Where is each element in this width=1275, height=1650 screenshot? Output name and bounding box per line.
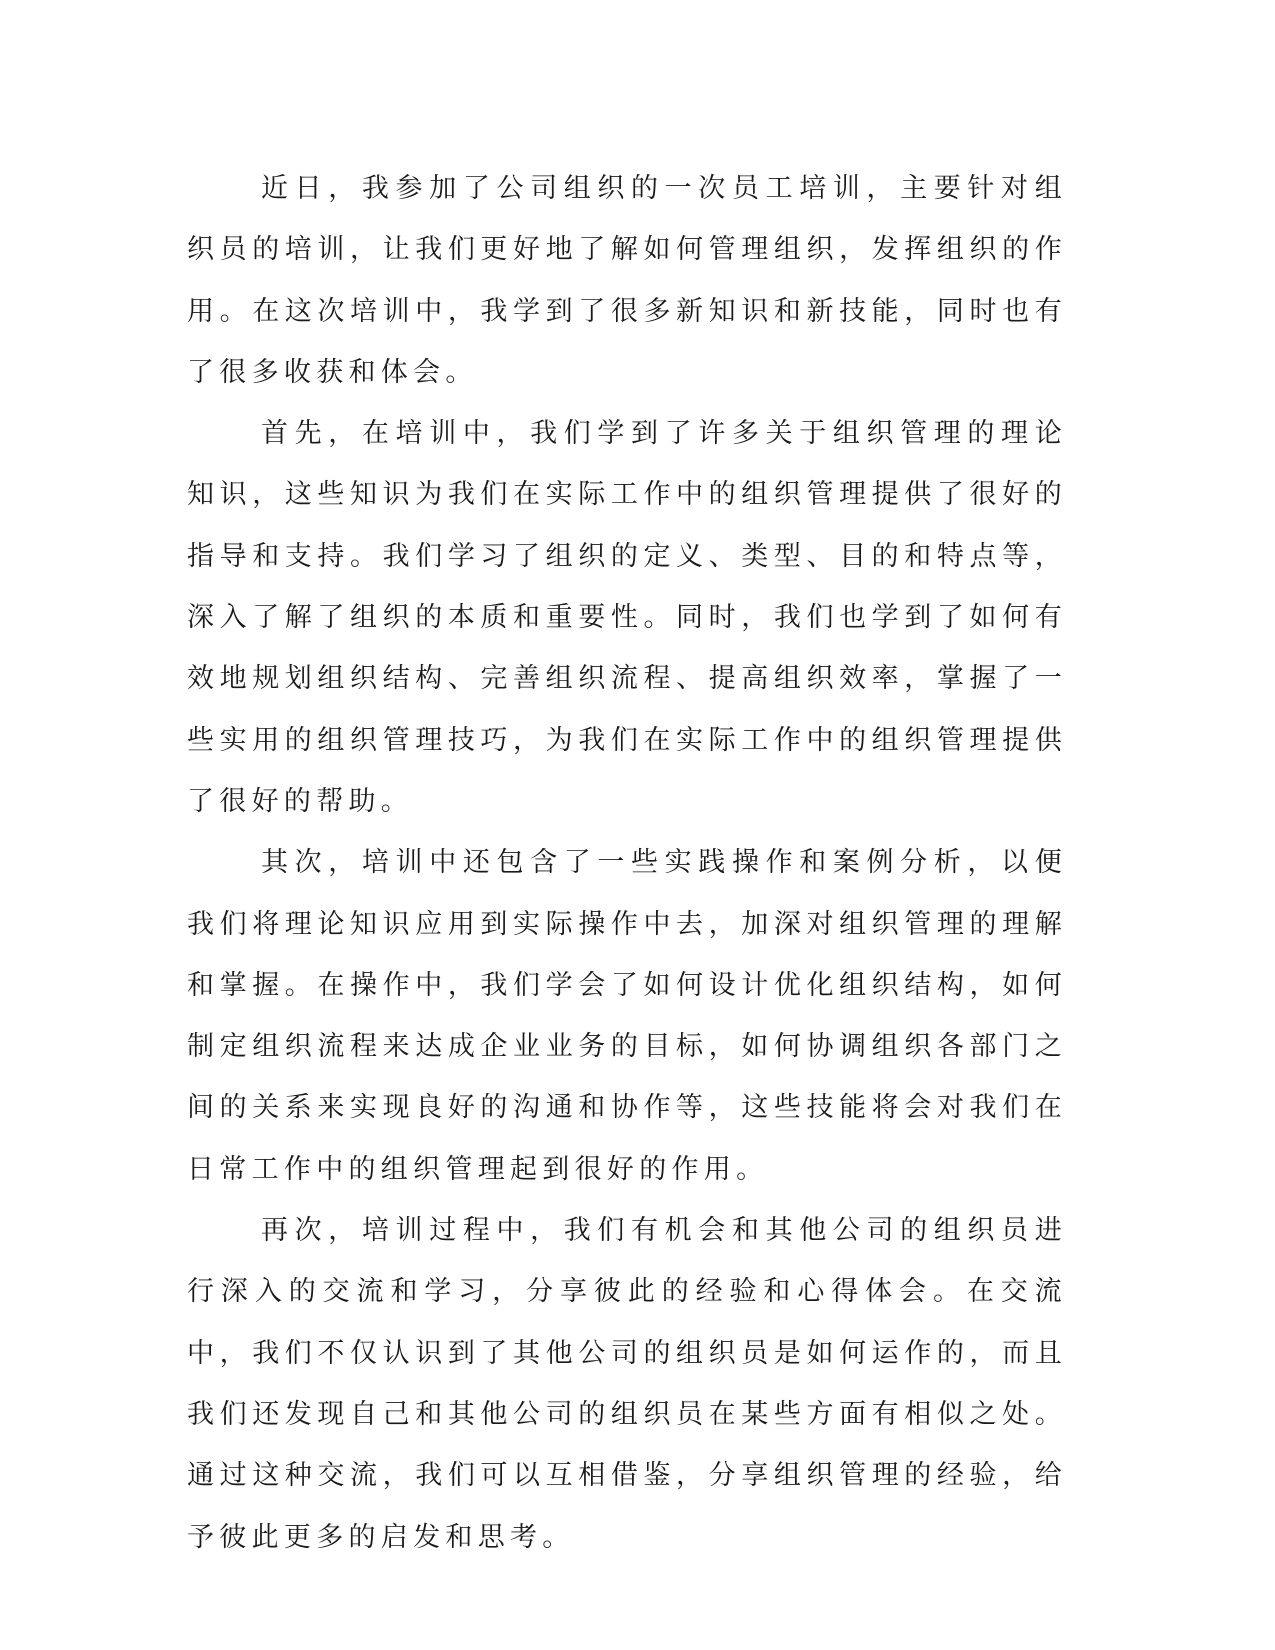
paragraph-2: 首先，在培训中，我们学到了许多关于组织管理的理论知识，这些知识为我们在实际工作中的组织管理提供了很好的指导和支持。我们学习了组织的定义、类型、目的和特点等，深入了解了组织的本质和重要性。同时，我们也学到了如何有效地规划组织结构、完善组织流程、提高组织效率，掌握了一些实用的组织管理技巧，为我们在实际工作中的组织管理提供了很好的帮助。 bbox=[187, 418, 1067, 817]
paragraph-1: 近日，我参加了公司组织的一次员工培训，主要针对组织员的培训，让我们更好地了解如何管理组织，发挥组织的作用。在这次培训中，我学到了很多新知识和新技能，同时也有了很多收获和体会。 bbox=[187, 173, 1067, 388]
paragraph-4: 再次，培训过程中，我们有机会和其他公司的组织员进行深入的交流和学习，分享彼此的经验和心得体会。在交流中，我们不仅认识到了其他公司的组织员是如何运作的，而且我们还发现自己和其他公司的组织员在某些方面有相似之处。通过这种交流，我们可以互相借鉴，分享组织管理的经验，给予彼此更多的启发和思考。 bbox=[187, 1215, 1067, 1553]
document-body bbox=[187, 158, 1067, 1568]
paragraph-3: 其次，培训中还包含了一些实践操作和案例分析，以便我们将理论知识应用到实际操作中去，加深对组织管理的理解和掌握。在操作中，我们学会了如何设计优化组织结构，如何制定组织流程来达成企业业务的目标，如何协调组织各部门之间的关系来实现良好的沟通和协作等，这些技能将会对我们在日常工作中的组织管理起到很好的作用。 bbox=[187, 847, 1067, 1185]
